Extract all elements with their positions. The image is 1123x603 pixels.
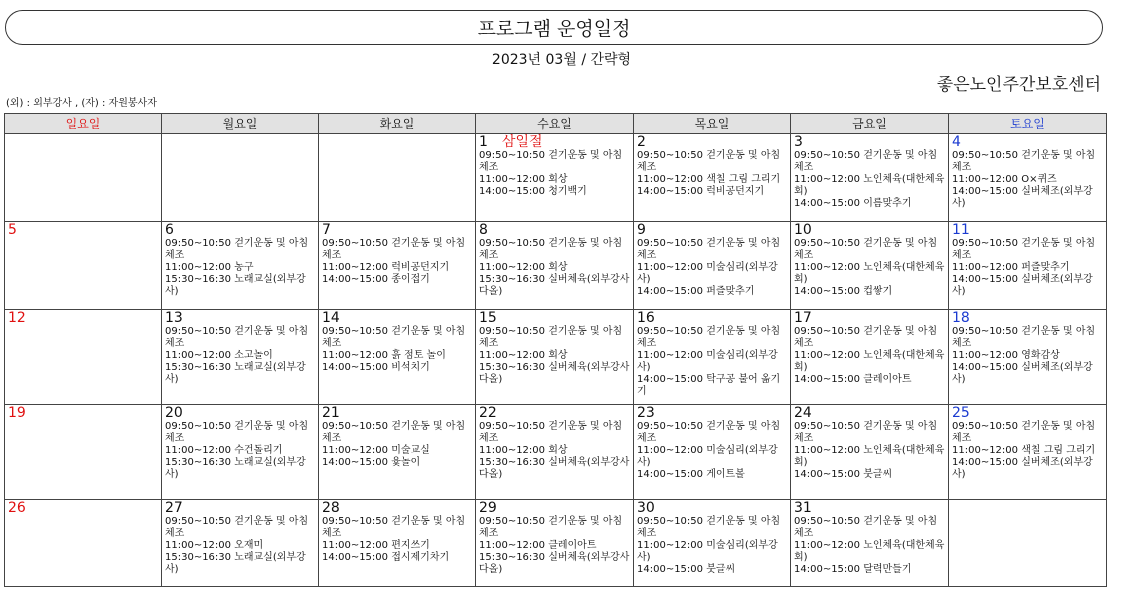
weekday-header: 일요일 xyxy=(5,114,162,134)
day-header xyxy=(479,501,630,516)
day-cell xyxy=(162,310,319,405)
day-number: 11 xyxy=(952,222,970,238)
day-events: 09:50~10:50 걷기운동 및 아침체조 11:00~12:00 노인체육(대한체육회) 14:00~15:00 이름맞추기 xyxy=(794,150,945,209)
day-number: 25 xyxy=(952,405,970,421)
day-header xyxy=(322,501,472,516)
day-events: 09:50~10:50 걷기운동 및 아침체조 11:00~12:00 럭비공던지기 14:00~15:00 종이접기 xyxy=(322,238,466,285)
weekday-header: 토요일 xyxy=(949,114,1107,134)
day-number: 7 xyxy=(322,222,331,238)
day-cell xyxy=(949,500,1107,587)
day-cell xyxy=(949,310,1107,405)
day-number: 16 xyxy=(637,310,655,326)
day-header xyxy=(165,406,315,421)
day-header xyxy=(794,501,945,516)
day-number: 31 xyxy=(794,500,812,516)
day-number: 2 xyxy=(637,134,646,150)
day-number: 4 xyxy=(952,134,961,150)
day-cell xyxy=(634,134,791,222)
day-header xyxy=(479,223,630,238)
day-number: 14 xyxy=(322,310,340,326)
day-header xyxy=(479,406,630,421)
day-header xyxy=(479,311,630,326)
day-events: 09:50~10:50 걷기운동 및 아침체조 11:00~12:00 오재미 15:30~16:30 노래교실(외부강사) xyxy=(165,516,309,575)
day-number: 9 xyxy=(637,222,646,238)
day-events: 09:50~10:50 걷기운동 및 아침체조 11:00~12:00 색칠 그림 그리기 14:00~15:00 실버체조(외부강사) xyxy=(952,421,1096,480)
day-cell xyxy=(634,405,791,500)
day-events: 09:50~10:50 걷기운동 및 아침체조 11:00~12:00 미술심리(외부강사) 14:00~15:00 퍼즐맞추기 xyxy=(637,238,781,297)
day-number: 21 xyxy=(322,405,340,421)
day-cell xyxy=(476,500,634,587)
day-number: 27 xyxy=(165,500,183,516)
day-events: 09:50~10:50 걷기운동 및 아침체조 11:00~12:00 노인체육(대한체육회) 14:00~15:00 붓글씨 xyxy=(794,421,945,480)
page-subtitle: 2023년 03월 / 간략형 xyxy=(491,52,632,68)
weekday-header-row xyxy=(5,114,1107,134)
day-cell xyxy=(319,134,476,222)
day-cell xyxy=(319,405,476,500)
day-events: 09:50~10:50 걷기운동 및 아침체조 11:00~12:00 회상 15:30~16:30 실버체육(외부강사 다올) xyxy=(479,421,630,480)
legend: (외) : 외부강사 , (자) : 자원봉사자 xyxy=(6,98,157,109)
week-row xyxy=(5,405,1107,500)
day-header xyxy=(8,501,158,516)
day-cell xyxy=(476,134,634,222)
day-cell xyxy=(162,500,319,587)
weekday-header: 월요일 xyxy=(162,114,319,134)
day-cell xyxy=(949,405,1107,500)
day-number: 18 xyxy=(952,310,970,326)
day-cell xyxy=(476,310,634,405)
day-cell xyxy=(949,134,1107,222)
day-header xyxy=(637,223,787,238)
day-number: 30 xyxy=(637,500,655,516)
day-cell xyxy=(5,310,162,405)
day-cell xyxy=(791,405,949,500)
day-header xyxy=(165,311,315,326)
weekday-header: 목요일 xyxy=(634,114,791,134)
day-cell xyxy=(5,405,162,500)
day-cell xyxy=(5,134,162,222)
day-events: 09:50~10:50 걷기운동 및 아침체조 11:00~12:00 미술심리(외부강사) 14:00~15:00 붓글씨 xyxy=(637,516,781,575)
center-name: 좋은노인주간보호센터 xyxy=(936,75,1101,95)
holiday-label: 삼일절 xyxy=(501,134,543,150)
day-events: 09:50~10:50 걷기운동 및 아침체조 11:00~12:00 색칠 그림 그리기 14:00~15:00 럭비공던지기 xyxy=(637,150,781,197)
day-number: 23 xyxy=(637,405,655,421)
day-header xyxy=(322,223,472,238)
day-events: 09:50~10:50 걷기운동 및 아침체조 11:00~12:00 수건돌리기 15:30~16:30 노래교실(외부강사) xyxy=(165,421,309,480)
day-header xyxy=(794,223,945,238)
day-events: 09:50~10:50 걷기운동 및 아침체조 11:00~12:00 노인체육(대한체육회) 14:00~15:00 달력만들기 xyxy=(794,516,945,575)
day-cell xyxy=(634,310,791,405)
day-events: 09:50~10:50 걷기운동 및 아침체조 11:00~12:00 회상 15:30~16:30 실버체육(외부강사 다올) xyxy=(479,238,630,297)
week-row xyxy=(5,310,1107,405)
day-header xyxy=(8,311,158,326)
week-row xyxy=(5,500,1107,587)
day-events: 09:50~10:50 걷기운동 및 아침체조 11:00~12:00 클레이아트 15:30~16:30 실버체육(외부강사 다올) xyxy=(479,516,630,575)
day-events: 09:50~10:50 걷기운동 및 아침체조 11:00~12:00 농구 15:30~16:30 노래교실(외부강사) xyxy=(165,238,309,297)
day-cell xyxy=(319,500,476,587)
day-header xyxy=(165,501,315,516)
day-events: 09:50~10:50 걷기운동 및 아침체조 11:00~12:00 미술교실 14:00~15:00 윷놀이 xyxy=(322,421,466,468)
day-header xyxy=(637,135,787,150)
day-header xyxy=(637,501,787,516)
day-cell xyxy=(5,222,162,310)
day-header xyxy=(952,223,1103,238)
day-cell xyxy=(949,222,1107,310)
page-title: 프로그램 운영일정 xyxy=(477,18,631,40)
day-number: 6 xyxy=(165,222,174,238)
week-row xyxy=(5,222,1107,310)
day-events: 09:50~10:50 걷기운동 및 아침체조 11:00~12:00 노인체육(대한체육회) 14:00~15:00 컵쌓기 xyxy=(794,238,945,297)
day-number: 26 xyxy=(8,500,26,516)
day-cell xyxy=(476,222,634,310)
day-header xyxy=(952,311,1103,326)
day-events: 09:50~10:50 걷기운동 및 아침체조 11:00~12:00 노인체육(대한체육회) 14:00~15:00 클레이아트 xyxy=(794,326,945,385)
day-header xyxy=(165,223,315,238)
day-number: 19 xyxy=(8,405,26,421)
day-header xyxy=(322,406,472,421)
day-number: 13 xyxy=(165,310,183,326)
day-number: 29 xyxy=(479,500,497,516)
day-number: 3 xyxy=(794,134,803,150)
day-header xyxy=(794,406,945,421)
day-number: 15 xyxy=(479,310,497,326)
day-events: 09:50~10:50 걷기운동 및 아침체조 11:00~12:00 소고놀이 15:30~16:30 노래교실(외부강사) xyxy=(165,326,309,385)
day-cell xyxy=(476,405,634,500)
day-header xyxy=(952,406,1103,421)
weekday-header: 수요일 xyxy=(476,114,634,134)
day-cell xyxy=(162,222,319,310)
calendar-table xyxy=(4,113,1107,587)
day-cell xyxy=(634,500,791,587)
day-number: 22 xyxy=(479,405,497,421)
day-events: 09:50~10:50 걷기운동 및 아침체조 11:00~12:00 회상 15:30~16:30 실버체육(외부강사 다올) xyxy=(479,326,630,385)
day-cell xyxy=(5,500,162,587)
day-header xyxy=(479,135,630,150)
day-cell xyxy=(319,222,476,310)
title-box xyxy=(5,10,1103,45)
day-cell xyxy=(162,134,319,222)
day-number: 12 xyxy=(8,310,26,326)
day-number: 8 xyxy=(479,222,488,238)
day-number: 1 xyxy=(479,134,488,150)
day-cell xyxy=(162,405,319,500)
day-events: 09:50~10:50 걷기운동 및 아침체조 11:00~12:00 미술심리(외부강사) 14:00~15:00 탁구공 불어 옮기기 xyxy=(637,326,781,397)
day-header xyxy=(8,223,158,238)
day-events: 09:50~10:50 걷기운동 및 아침체조 11:00~12:00 회상 14:00~15:00 청기백기 xyxy=(479,150,623,197)
day-header xyxy=(794,311,945,326)
day-events: 09:50~10:50 걷기운동 및 아침체조 11:00~12:00 퍼즐맞추기 14:00~15:00 실버체조(외부강사) xyxy=(952,238,1096,297)
day-events: 09:50~10:50 걷기운동 및 아침체조 11:00~12:00 흙 점토 놀이 14:00~15:00 비석치기 xyxy=(322,326,466,373)
day-number: 20 xyxy=(165,405,183,421)
day-cell xyxy=(791,222,949,310)
weekday-header: 금요일 xyxy=(791,114,949,134)
day-cell xyxy=(791,500,949,587)
day-number: 28 xyxy=(322,500,340,516)
day-number: 10 xyxy=(794,222,812,238)
day-events: 09:50~10:50 걷기운동 및 아침체조 11:00~12:00 O×퀴즈 14:00~15:00 실버체조(외부강사) xyxy=(952,150,1096,209)
day-cell xyxy=(634,222,791,310)
day-cell xyxy=(319,310,476,405)
day-cell xyxy=(791,134,949,222)
weekday-header: 화요일 xyxy=(319,114,476,134)
day-header xyxy=(8,406,158,421)
day-header xyxy=(637,311,787,326)
day-number: 24 xyxy=(794,405,812,421)
day-events: 09:50~10:50 걷기운동 및 아침체조 11:00~12:00 영화감상 14:00~15:00 실버체조(외부강사) xyxy=(952,326,1096,385)
calendar-body xyxy=(5,134,1107,587)
day-cell xyxy=(791,310,949,405)
day-events: 09:50~10:50 걷기운동 및 아침체조 11:00~12:00 미술심리(외부강사) 14:00~15:00 게이트볼 xyxy=(637,421,781,480)
day-events: 09:50~10:50 걷기운동 및 아침체조 11:00~12:00 편지쓰기 14:00~15:00 접시제기차기 xyxy=(322,516,466,563)
day-header xyxy=(794,135,945,150)
day-number: 5 xyxy=(8,222,17,238)
day-header xyxy=(637,406,787,421)
day-header xyxy=(952,135,1103,150)
week-row xyxy=(5,134,1107,222)
day-number: 17 xyxy=(794,310,812,326)
day-header xyxy=(322,311,472,326)
